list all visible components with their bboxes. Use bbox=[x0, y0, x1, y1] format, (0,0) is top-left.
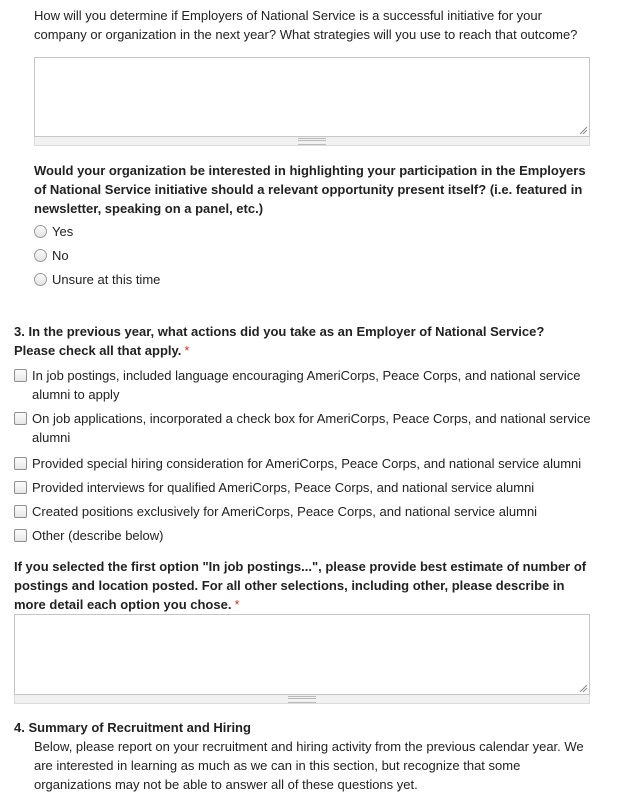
checkbox[interactable] bbox=[14, 457, 27, 470]
drag-handle-icon bbox=[298, 138, 326, 145]
radio-label: No bbox=[52, 248, 69, 263]
radio-button[interactable] bbox=[34, 273, 47, 286]
highlight-radio-group bbox=[34, 222, 160, 294]
checkbox-label: Provided interviews for qualified AmeriCorps, Peace Corps, and national service alumni bbox=[32, 480, 535, 495]
radio-button[interactable] bbox=[34, 225, 47, 238]
resize-grip-icon[interactable] bbox=[579, 684, 588, 693]
checkbox-option-job-applications[interactable] bbox=[14, 409, 594, 454]
checkbox-label: On job applications, incorporated a check box for AmeriCorps, Peace Corps, and national service alumni bbox=[32, 411, 591, 445]
section-4-title: 4. Summary of Recruitment and Hiring bbox=[14, 720, 251, 735]
detail-textarea[interactable] bbox=[15, 615, 589, 694]
radio-option-unsure[interactable] bbox=[34, 270, 160, 294]
radio-label: Yes bbox=[52, 224, 74, 239]
detail-textarea-drag-bar[interactable] bbox=[14, 695, 590, 704]
radio-option-yes[interactable] bbox=[34, 222, 160, 246]
checkbox-option-job-postings[interactable] bbox=[14, 366, 594, 409]
success-textarea[interactable] bbox=[35, 58, 589, 136]
radio-button[interactable] bbox=[34, 249, 47, 262]
question-highlight-text: Would your organization be interested in highlighting your participation in the Employers of National Service initiative should a relevant opportunity present itself? (i.e. featured in newsletter, speaking on a panel, etc.) bbox=[34, 163, 586, 216]
detail-textarea-container bbox=[14, 614, 590, 695]
q3-checkbox-group bbox=[14, 366, 594, 550]
question-detail-label: If you selected the first option "In job postings...", please provide best estimate of number of postings and location posted. For all other selections, including other, please describe in more detail each option you chose. bbox=[14, 559, 587, 612]
checkbox-option-interviews[interactable] bbox=[14, 478, 594, 502]
checkbox[interactable] bbox=[14, 412, 27, 425]
drag-handle-icon bbox=[288, 696, 316, 703]
radio-option-no[interactable] bbox=[34, 246, 160, 270]
question-3-label: 3. In the previous year, what actions did you take as an Employer of National Service? Please check all that apply. bbox=[14, 324, 545, 358]
checkbox[interactable] bbox=[14, 529, 27, 542]
success-textarea-container bbox=[34, 57, 590, 137]
checkbox-option-hiring-consideration[interactable] bbox=[14, 454, 594, 478]
checkbox-option-other[interactable] bbox=[14, 526, 594, 550]
checkbox-label: Provided special hiring consideration for AmeriCorps, Peace Corps, and national service alumni bbox=[32, 456, 582, 471]
radio-label: Unsure at this time bbox=[52, 272, 161, 287]
checkbox[interactable] bbox=[14, 369, 27, 382]
required-marker: * bbox=[234, 597, 240, 612]
question-detail-text bbox=[14, 557, 596, 614]
checkbox[interactable] bbox=[14, 505, 27, 518]
checkbox-label: In job postings, included language encouraging AmeriCorps, Peace Corps, and national service alumni to apply bbox=[32, 368, 581, 402]
question-3-text bbox=[14, 322, 574, 360]
resize-grip-icon[interactable] bbox=[579, 126, 588, 135]
section-4-description: Below, please report on your recruitment and hiring activity from the previous calendar year. We are interested in learning as much as we can in this section, but recognize that some organizations may not be able to answer all of these questions yet. bbox=[34, 739, 584, 792]
checkbox-option-created-positions[interactable] bbox=[14, 502, 594, 526]
checkbox-label: Created positions exclusively for AmeriCorps, Peace Corps, and national service alumni bbox=[32, 504, 538, 519]
checkbox[interactable] bbox=[14, 481, 27, 494]
required-marker: * bbox=[184, 343, 190, 358]
question-success-text: How will you determine if Employers of National Service is a successful initiative for your company or organization in the next year? What strategies will you use to reach that outcome? bbox=[34, 8, 578, 42]
checkbox-label: Other (describe below) bbox=[32, 528, 164, 543]
success-textarea-drag-bar[interactable] bbox=[34, 137, 590, 146]
